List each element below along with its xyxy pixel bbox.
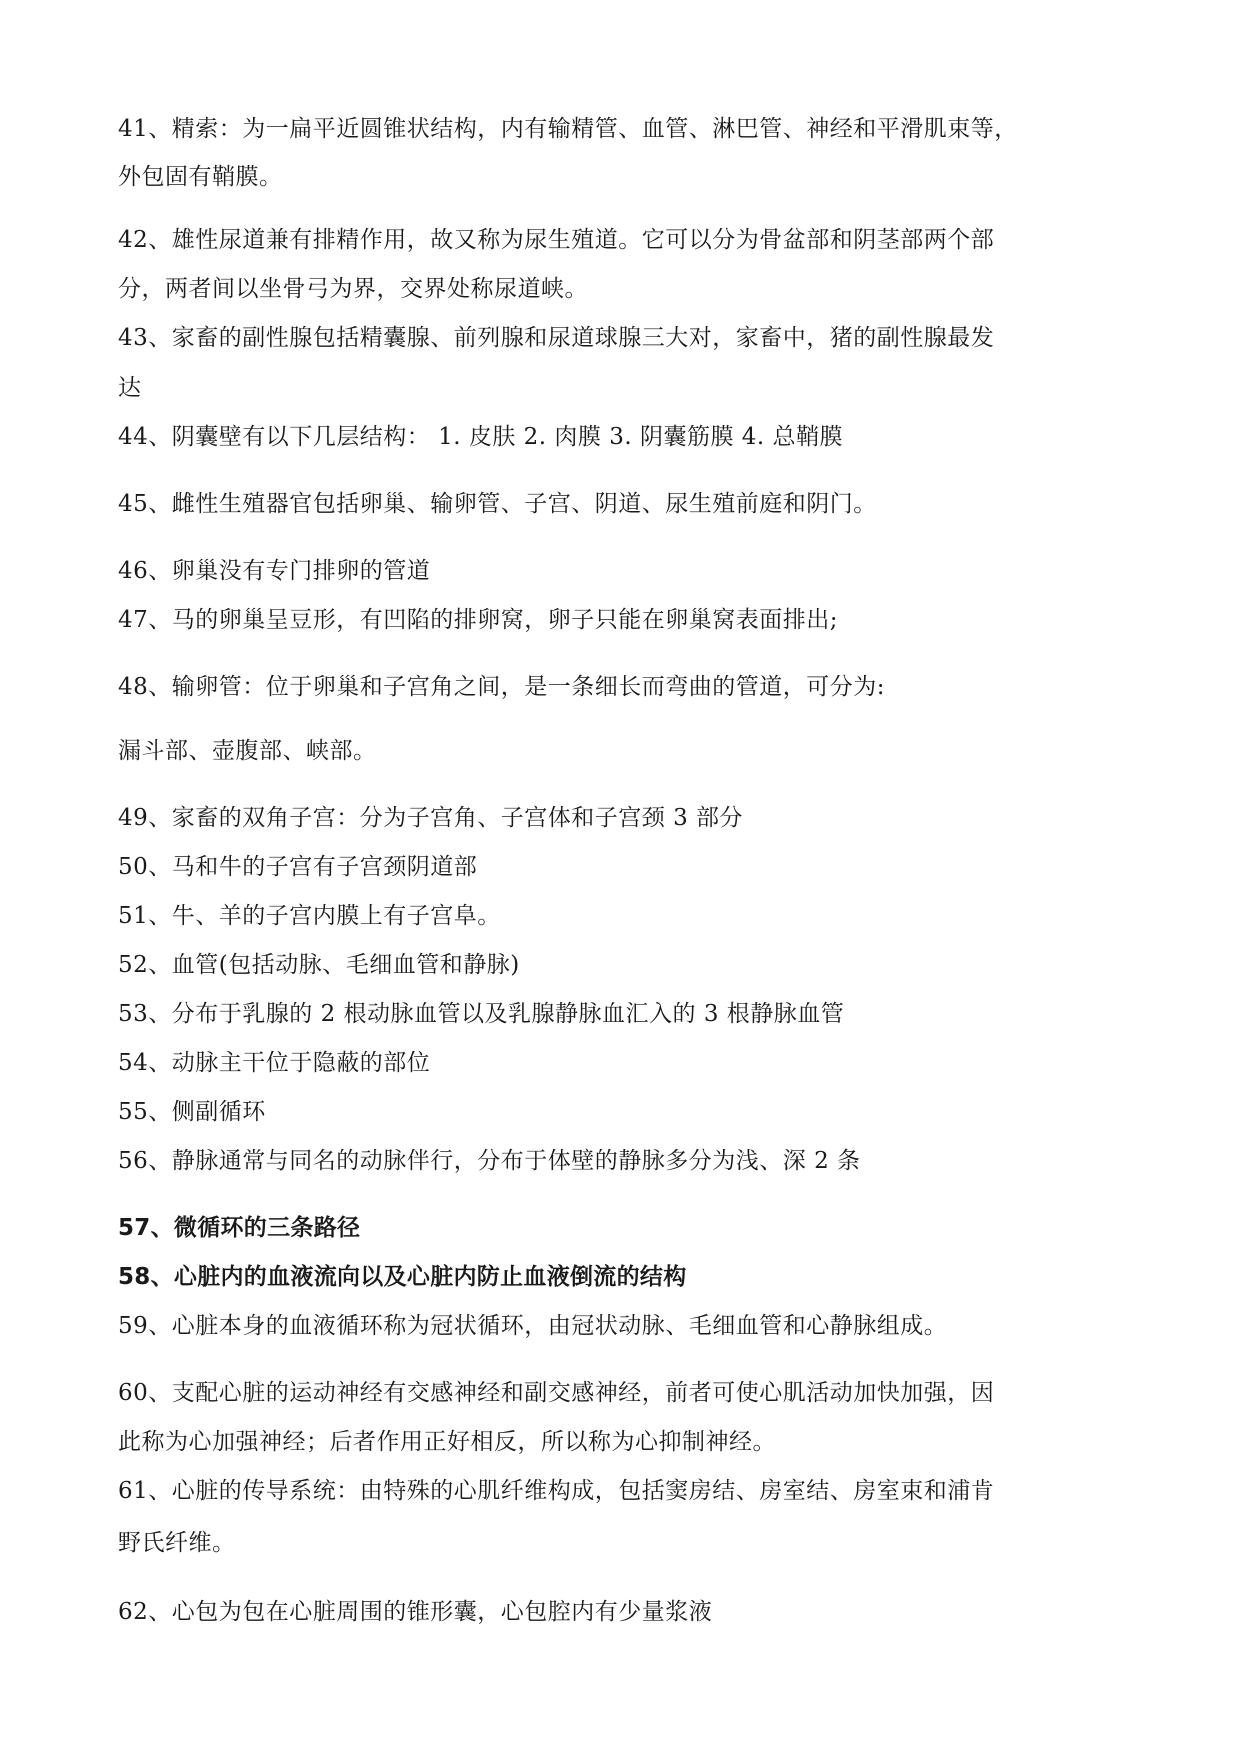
bold-text-line: 57、微循环的三条路径 [118,1215,361,1241]
text-line: 42、雄性尿道兼有排精作用，故又称为尿生殖道。它可以分为骨盆部和阴茎部两个部 [118,227,995,253]
text-line: 59、心脏本身的血液循环称为冠状循环，由冠状动脉、毛细血管和心静脉组成。 [118,1313,948,1339]
text-line: 56、静脉通常与同名的动脉伴行，分布于体壁的静脉多分为浅、深 2 条 [118,1148,861,1174]
text-line: 分，两者间以坐骨弓为界，交界处称尿道峡。 [118,276,588,302]
text-line: 漏斗部、壶腹部、峡部。 [118,738,377,764]
text-line: 53、分布于乳腺的 2 根动脉血管以及乳腺静脉血汇入的 3 根静脉血管 [118,1001,845,1027]
text-line: 外包固有鞘膜。 [118,164,283,190]
text-line: 野氏纤维。 [118,1530,236,1556]
text-line: 49、家畜的双角子宫：分为子宫角、子宫体和子宫颈 3 部分 [118,805,744,831]
text-line: 60、支配心脏的运动神经有交感神经和副交感神经，前者可使心肌活动加快加强，因 [118,1380,995,1406]
text-line: 55、侧副循环 [118,1099,266,1125]
text-line: 50、马和牛的子宫有子宫颈阴道部 [118,854,478,880]
text-line: 47、马的卵巢呈豆形，有凹陷的排卵窝，卵子只能在卵巢窝表面排出; [118,607,839,633]
text-line: 62、心包为包在心脏周围的锥形囊，心包腔内有少量浆液 [118,1599,713,1625]
text-line: 61、心脏的传导系统：由特殊的心肌纤维构成，包括窦房结、房室结、房室束和浦肯 [118,1478,995,1504]
text-line: 43、家畜的副性腺包括精囊腺、前列腺和尿道球腺三大对，家畜中，猪的副性腺最发 [118,325,995,351]
text-line: 45、雌性生殖器官包括卵巢、输卵管、子宫、阴道、尿生殖前庭和阴门。 [118,491,877,517]
text-line: 达 [118,375,142,401]
text-line: 46、卵巢没有专门排卵的管道 [118,558,431,584]
text-line: 41、精索：为一扁平近圆锥状结构，内有输精管、血管、淋巴管、神经和平滑肌束等， [118,116,1018,142]
text-line: 51、牛、羊的子宫内膜上有子宫阜。 [118,903,501,929]
text-line: 54、动脉主干位于隐蔽的部位 [118,1050,431,1076]
text-line: 52、血管(包括动脉、毛细血管和静脉) [118,952,520,978]
text-line: 48、输卵管：位于卵巢和子宫角之间，是一条细长而弯曲的管道，可分为: [118,674,886,700]
text-line: 44、阴囊壁有以下几层结构： 1. 皮肤 2. 肉膜 3. 阴囊筋膜 4. 总鞘膜 [118,424,844,450]
text-line: 此称为心加强神经；后者作用正好相反，所以称为心抑制神经。 [118,1429,776,1455]
bold-text-line: 58、心脏内的血液流向以及心脏内防止血液倒流的结构 [118,1264,687,1290]
